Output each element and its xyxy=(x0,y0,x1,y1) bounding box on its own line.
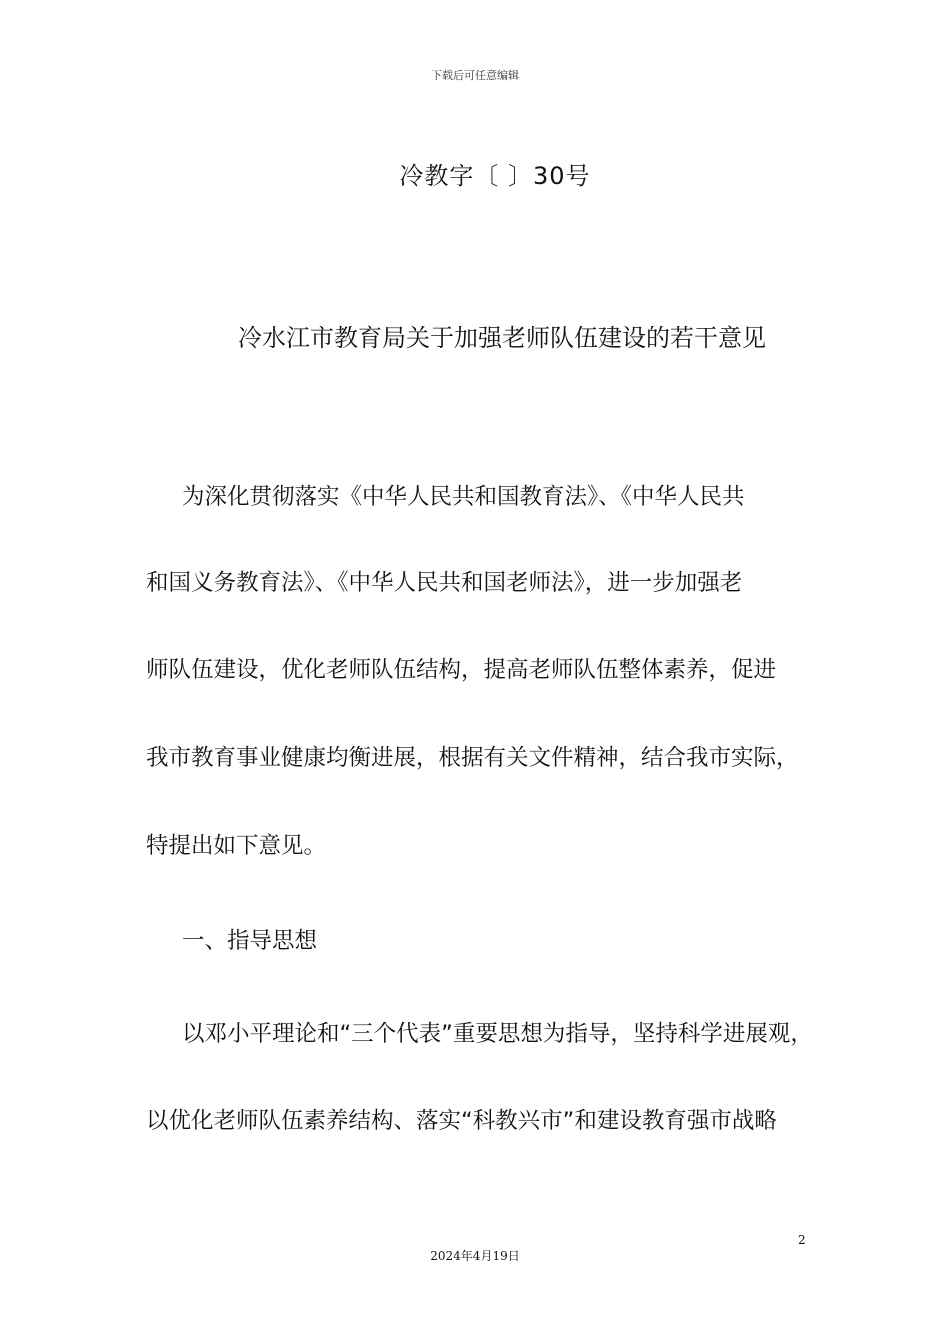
paragraph-line: 和国义务教育法》、《中华人民共和国老师法》，进一步加强老 xyxy=(146,570,743,596)
section-heading: 一、指导思想 xyxy=(182,928,318,954)
document-number: 冷教字〔 〕30号 xyxy=(399,162,591,190)
paragraph-line: 以邓小平理论和“三个代表”重要思想为指导，坚持科学进展观， xyxy=(182,1021,813,1047)
paragraph-line: 为深化贯彻落实《中华人民共和国教育法》、《中华人民共 xyxy=(182,484,745,510)
paragraph-line: 我市教育事业健康均衡进展，根据有关文件精神，结合我市实际， xyxy=(146,745,799,771)
header-note: 下载后可任意编辑 xyxy=(431,69,519,82)
footer-date: 2024年4月19日 xyxy=(430,1249,520,1263)
page-number: 2 xyxy=(798,1233,806,1247)
paragraph-line: 以优化老师队伍素养结构、落实“科教兴市”和建设教育强市战略 xyxy=(146,1108,777,1134)
document-title: 冷水江市教育局关于加强老师队伍建设的若干意见 xyxy=(238,324,766,352)
paragraph-line: 特提出如下意见。 xyxy=(146,833,327,859)
paragraph-line: 师队伍建设，优化老师队伍结构，提高老师队伍整体素养，促进 xyxy=(146,657,777,683)
